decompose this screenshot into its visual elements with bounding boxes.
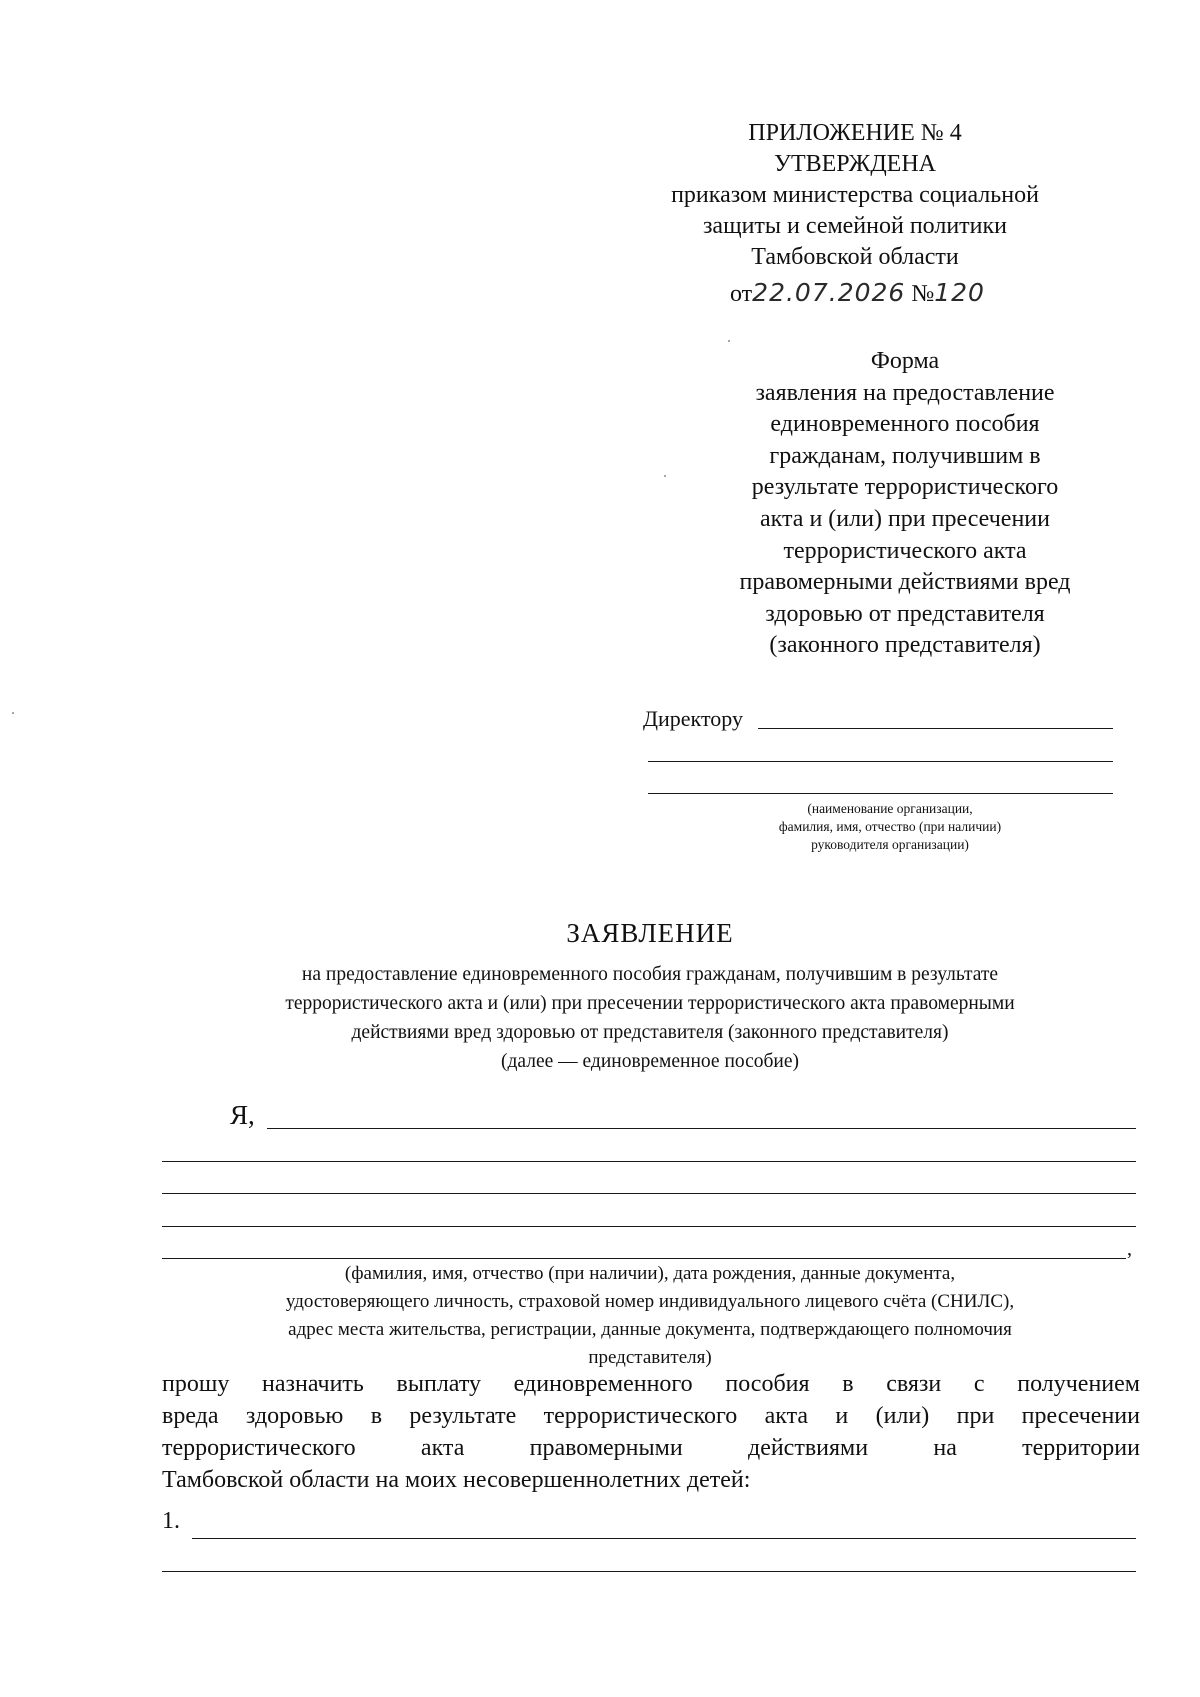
form-title-line: результате террористического [751, 474, 1059, 501]
subtitle-line: действиями вред здоровью от представителя (законного представителя) [351, 1022, 949, 1043]
director-field-hint [700, 800, 1080, 854]
approved-label: УТВЕРЖДЕНА [773, 151, 937, 177]
order-prefix: от [730, 281, 753, 307]
applicant-hint-line: удостоверяющего личность, страховой номер индивидуального лицевого счёта (СНИЛС), [285, 1291, 1015, 1312]
subtitle-line: на предоставление единовременного пособия гражданам, получившим в результате [301, 964, 999, 985]
subtitle-line: террористического акта и (или) при пресечении террористического акта правомерными [285, 993, 1015, 1014]
approved-by-line-1: приказом министерства социальной [671, 182, 1039, 208]
scan-speck [12, 712, 14, 714]
scan-speck [728, 340, 730, 342]
appendix-number: ПРИЛОЖЕНИЕ № 4 [748, 120, 962, 146]
approved-by-line-2: защиты и семейной политики [702, 213, 1008, 239]
director-hint-line: фамилия, имя, отчество (при наличии) [778, 819, 1002, 834]
applicant-prefix: Я, [230, 1100, 255, 1130]
form-title-line: единовременного пособия [770, 411, 1040, 438]
child-fill-line[interactable] [162, 1571, 1136, 1572]
child-item-number: 1. [162, 1508, 180, 1534]
application-title: ЗАЯВЛЕНИЕ [566, 918, 734, 948]
applicant-hint-line: представителя) [588, 1347, 712, 1368]
subtitle-line: (далее — единовременное пособие) [500, 1051, 800, 1072]
child-fill-line[interactable] [192, 1538, 1136, 1539]
request-line: прошу назначить выплату единовременного пособия в связи с получением [162, 1371, 1140, 1397]
director-label: Директору [643, 706, 743, 731]
form-title-line: здоровью от представителя [765, 600, 1045, 627]
approved-by-line-3: Тамбовской области [751, 244, 959, 270]
application-subtitle [150, 960, 1150, 1076]
form-title-block [640, 346, 1170, 662]
applicant-fill-line[interactable] [162, 1193, 1136, 1194]
director-fill-line[interactable] [648, 761, 1113, 762]
director-hint-line: (наименование организации, [807, 801, 973, 816]
order-number-label: № [911, 281, 935, 307]
applicant-fill-line[interactable] [162, 1258, 1126, 1259]
applicant-hint-line: (фамилия, имя, отчество (при наличии), дата рождения, данные документа, [344, 1263, 956, 1284]
request-line: террористического акта правомерными действиями на территории [162, 1435, 1140, 1461]
appendix-header [620, 118, 1090, 273]
form-title-line: заявления на предоставление [755, 379, 1055, 406]
applicant-hint-line: адрес места жительства, регистрации, данные документа, подтверждающего полномочия [288, 1319, 1012, 1340]
order-number-handwritten: 120 [934, 278, 985, 307]
director-fill-line[interactable] [758, 728, 1113, 729]
order-date-handwritten: 22.07.2026 [752, 278, 906, 307]
form-title-line: акта и (или) при пресечении [760, 505, 1050, 532]
director-fill-line[interactable] [648, 793, 1113, 794]
applicant-field-hint [150, 1260, 1150, 1372]
form-title-line: правомерными действиями вред [739, 569, 1071, 596]
request-paragraph [162, 1368, 1140, 1496]
form-title-line: гражданам, получившим в [769, 442, 1041, 469]
request-line: вреда здоровью в результате террористического акта и (или) при пресечении [162, 1403, 1140, 1429]
form-title-line: (законного представителя) [769, 632, 1041, 659]
order-reference [730, 277, 985, 310]
scan-speck [664, 475, 666, 477]
form-title-line: Форма [870, 348, 940, 374]
form-title-line: террористического акта [783, 537, 1027, 564]
applicant-fill-line[interactable] [162, 1226, 1136, 1227]
request-line: Тамбовской области на моих несовершеннолетних детей: [162, 1467, 751, 1493]
applicant-fill-line[interactable] [267, 1128, 1136, 1129]
director-hint-line: руководителя организации) [811, 837, 969, 852]
applicant-fill-line[interactable] [162, 1161, 1136, 1162]
applicant-comma: , [1127, 1238, 1132, 1260]
